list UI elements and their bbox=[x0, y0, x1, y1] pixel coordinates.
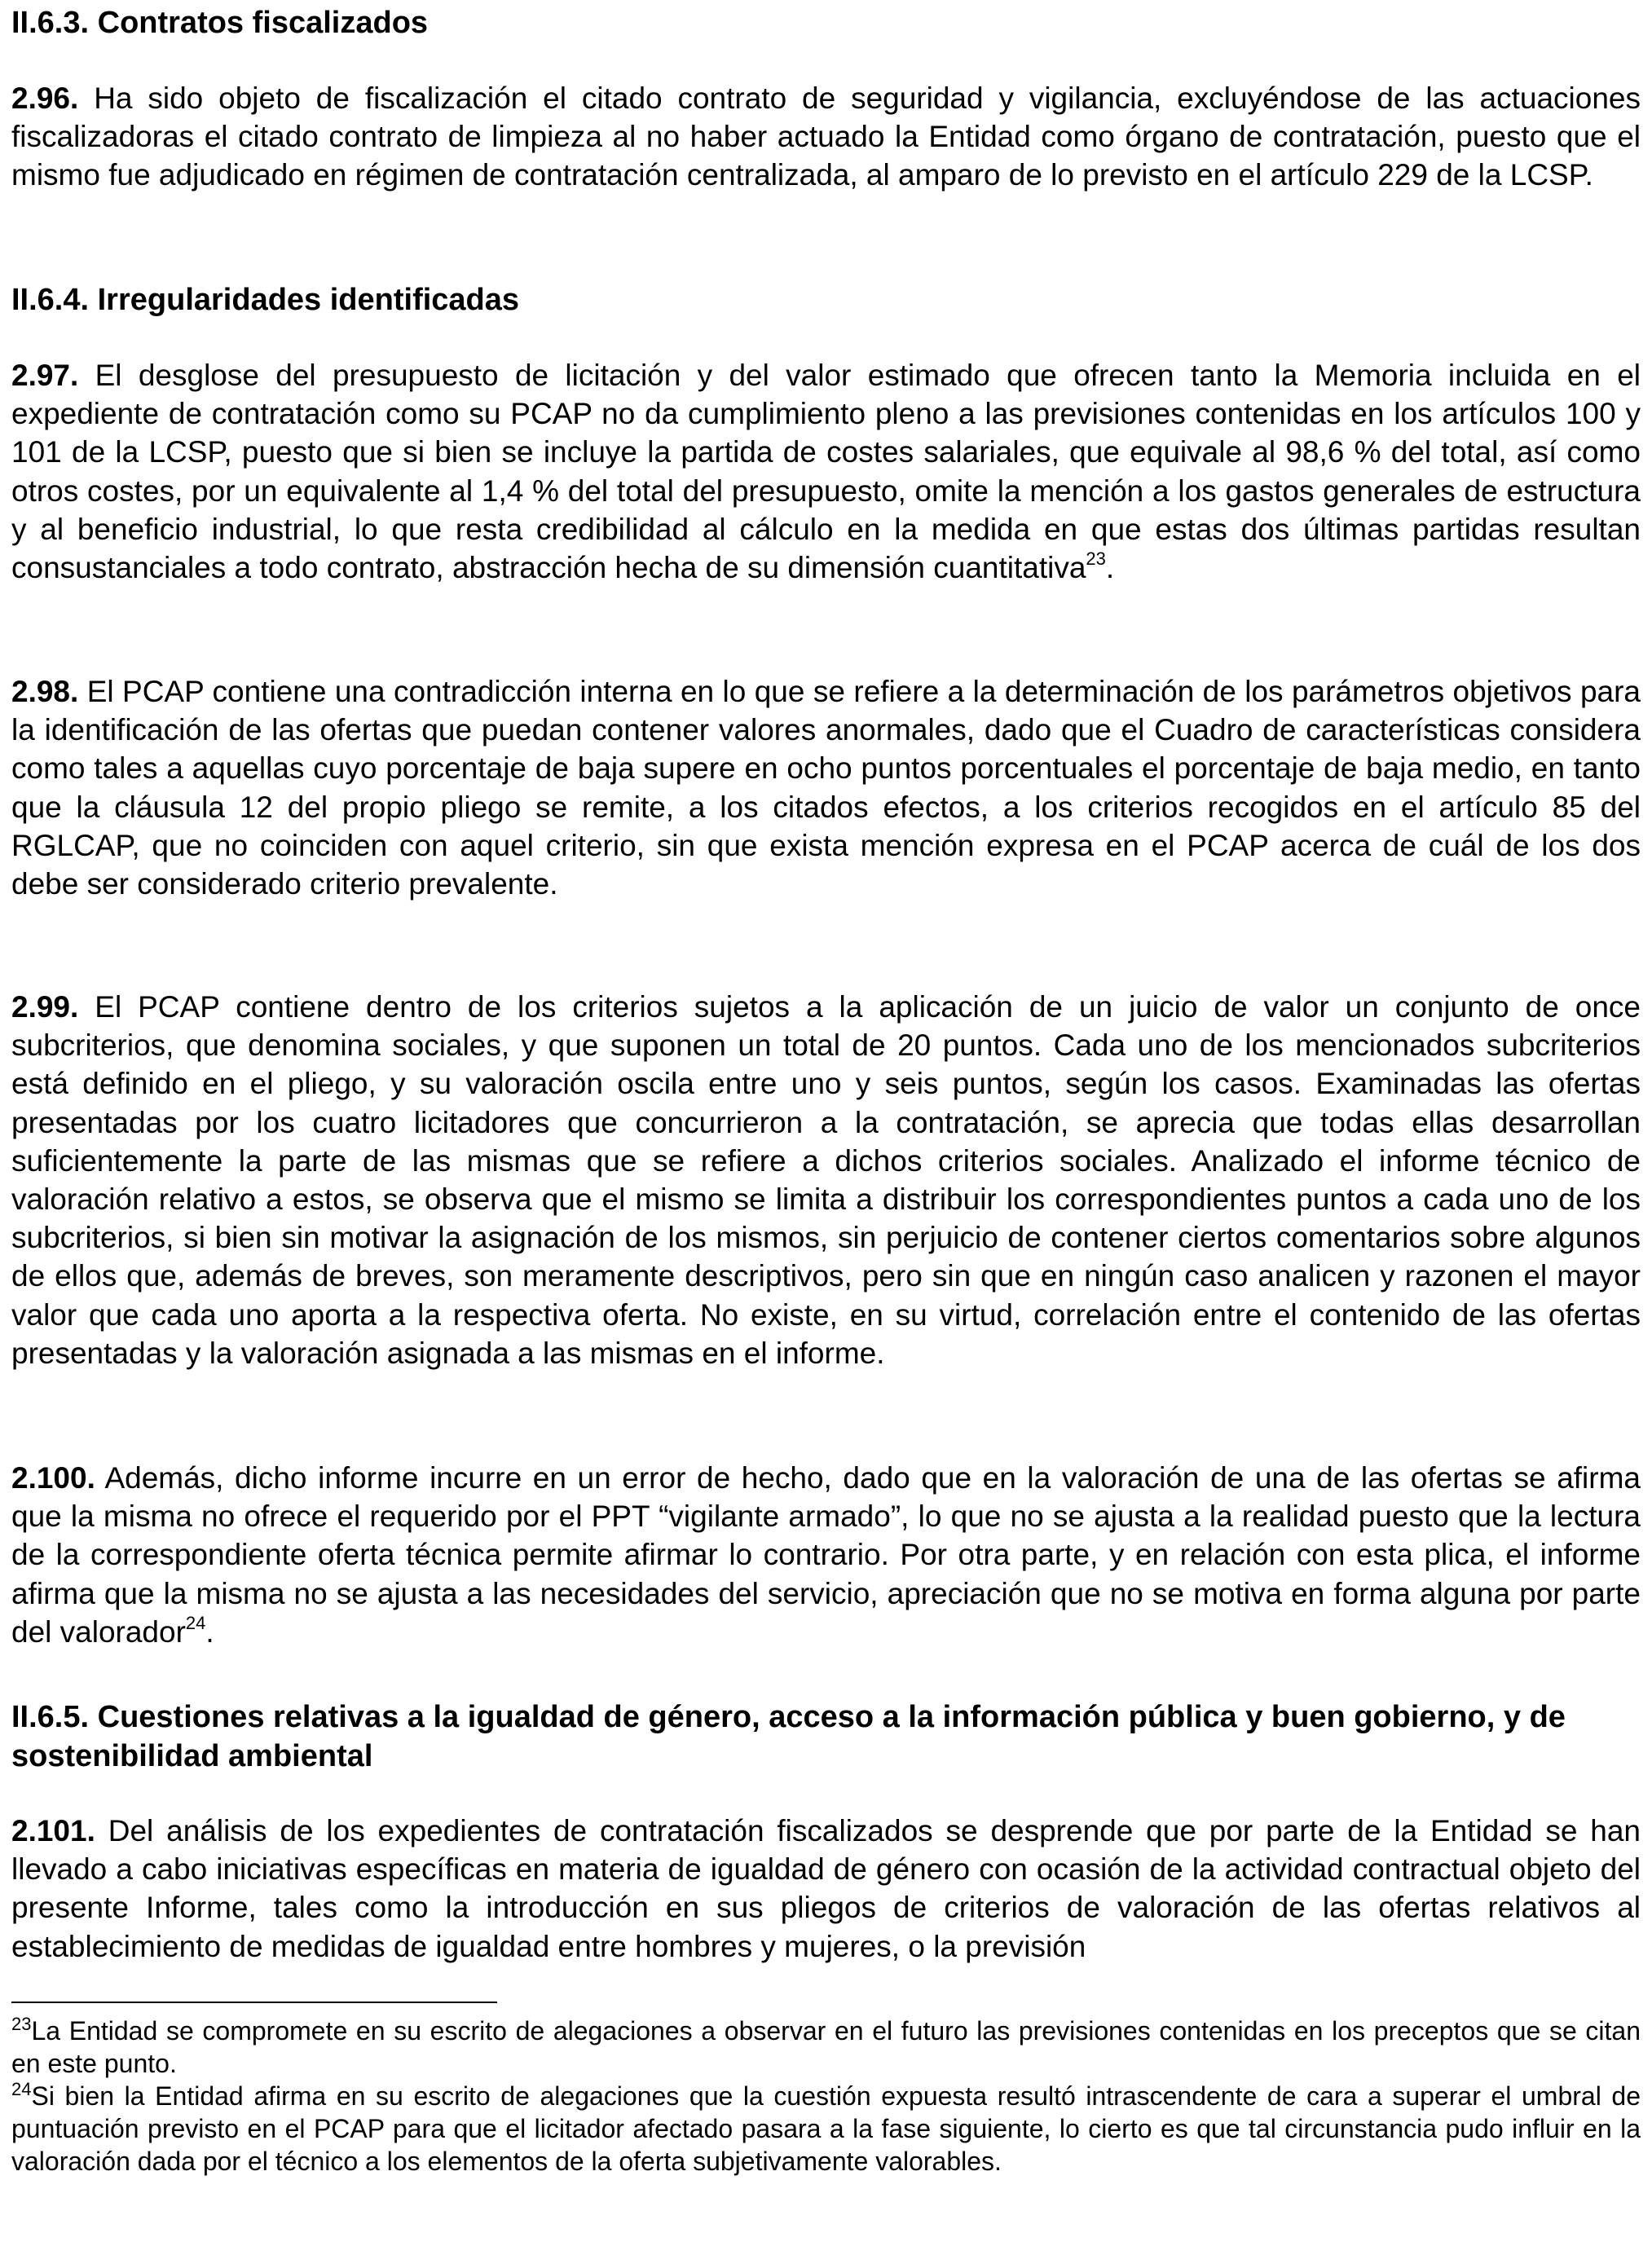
section-heading-664 bbox=[11, 281, 1641, 319]
paragraph-2-101 bbox=[11, 1812, 1641, 1966]
paragraph-2-99 bbox=[11, 988, 1641, 1372]
footnote-23 bbox=[11, 2015, 1641, 2080]
footnote-mark: 23 bbox=[11, 2014, 32, 2034]
paragraph-number: 2.97. bbox=[11, 359, 79, 392]
section-heading-665 bbox=[11, 1698, 1641, 1776]
paragraph-text: Del análisis de los expedientes de contratación fiscalizados se desprende que por parte de la Entidad se han llevado a cabo iniciativas específicas en materia de igualdad de género con ocasión de la actividad contractual objeto del presente Informe, tales como la introducción en sus pliegos de criterios de valoración de las ofertas relativos al establecimiento de medidas de igualdad entre hombres y mujeres, o la previsión bbox=[11, 1814, 1641, 1963]
paragraph-text: El PCAP contiene dentro de los criterios sujetos a la aplicación de un juicio de valor un conjunto de once subcriterios, que denomina sociales, y que suponen un total de 20 puntos. Cada uno de los mencionados subcriterios está definido en el pliego, y su valoración oscila entre uno y seis puntos, según los casos. Examinadas las ofertas presentadas por los cuatro licitadores que concurrieron a la contratación, se aprecia que todas ellas desarrollan suficientemente la parte de las mismas que se refiere a dichos criterios sociales. Analizado el informe técnico de valoración relativo a estos, se observa que el mismo se limita a distribuir los correspondientes puntos a cada uno de los subcriterios, si bien sin motivar la asignación de los mismos, sin perjuicio de contener ciertos comentarios sobre algunos de ellos que, además de breves, son meramente descriptivos, pero sin que en ningún caso analicen y razonen el mayor valor que cada uno aporta a la respectiva oferta. No existe, en su virtud, correlación entre el contenido de las ofertas presentadas y la valoración asignada a las mismas en el informe. bbox=[11, 990, 1641, 1370]
paragraph-number: 2.100. bbox=[11, 1461, 95, 1495]
footnote-reference-23[interactable]: 23 bbox=[1086, 548, 1106, 570]
section-title: Contratos fiscalizados bbox=[97, 6, 429, 40]
paragraph-2-100 bbox=[11, 1459, 1641, 1651]
footnote-24 bbox=[11, 2080, 1641, 2178]
paragraph-number: 2.101. bbox=[11, 1814, 95, 1847]
paragraph-text: Además, dicho informe incurre en un error de hecho, dado que en la valoración de una de las ofertas se afirma que la misma no ofrece el requerido por el PPT “vigilante armado”, lo que no se ajusta a la realidad puesto que la lectura de la correspondiente oferta técnica permite afirmar lo contrario. Por otra parte, y en relación con esta plica, el informe afirma que la misma no se ajusta a las necesidades del servicio, apreciación que no se motiva en forma alguna por parte del valorador bbox=[11, 1461, 1641, 1649]
section-title: Cuestiones relativas a la igualdad de género, acceso a la información pública y buen gobierno, y de sostenibilidad ambiental bbox=[11, 1700, 1566, 1773]
paragraph-2-97 bbox=[11, 356, 1641, 587]
paragraph-2-98 bbox=[11, 672, 1641, 903]
section-heading-663 bbox=[11, 4, 1641, 42]
footnote-separator bbox=[11, 2002, 497, 2003]
section-number: II.6.5. bbox=[11, 1700, 90, 1734]
paragraph-number: 2.96. bbox=[11, 81, 79, 115]
paragraph-number: 2.98. bbox=[11, 675, 79, 708]
paragraph-end: . bbox=[205, 1614, 214, 1649]
footnote-text: La Entidad se compromete en su escrito de alegaciones a observar en el futuro las previsiones contenidas en los preceptos que se citan en este punto. bbox=[11, 2016, 1641, 2078]
footnote-reference-24[interactable]: 24 bbox=[185, 1612, 206, 1633]
section-title: Irregularidades identificadas bbox=[97, 283, 520, 317]
footnotes bbox=[11, 2015, 1641, 2178]
paragraph-end: . bbox=[1105, 551, 1115, 585]
paragraph-text: El desglose del presupuesto de licitación y del valor estimado que ofrecen tanto la Memoria incluida en el expediente de contratación como su PCAP no da cumplimiento pleno a las previsiones contenidas en los artículos 100 y 101 de la LCSP, puesto que si bien se incluye la partida de costes salariales, que equivale al 98,6 % del total, así como otros costes, por un equivalente al 1,4 % del total del presupuesto, omite la mención a los gastos generales de estructura y al beneficio industrial, lo que resta credibilidad al cálculo en la medida en que estas dos últimas partidas resultan consustanciales a todo contrato, abstracción hecha de su dimensión cuantitativa bbox=[11, 359, 1641, 585]
footnote-mark: 24 bbox=[11, 2079, 32, 2099]
section-number: II.6.3. bbox=[11, 6, 90, 40]
paragraph-2-96 bbox=[11, 79, 1641, 195]
paragraph-text: El PCAP contiene una contradicción interna en lo que se refiere a la determinación de los parámetros objetivos para la identificación de las ofertas que puedan contener valores anormales, dado que el Cuadro de características considera como tales a aquellas cuyo porcentaje de baja supere en ocho puntos porcentuales el porcentaje de baja medio, en tanto que la cláusula 12 del propio pliego se remite, a los citados efectos, a los criterios recogidos en el artículo 85 del RGLCAP, que no coinciden con aquel criterio, sin que exista mención expresa en el PCAP acerca de cuál de los dos debe ser considerado criterio prevalente. bbox=[11, 675, 1641, 901]
paragraph-number: 2.99. bbox=[11, 990, 79, 1024]
footnote-text: Si bien la Entidad afirma en su escrito de alegaciones que la cuestión expuesta resultó intrascendente de cara a superar el umbral de puntuación previsto en el PCAP para que el licitador afectado pasara a la fase siguiente, lo cierto es que tal circunstancia pudo influir en la valoración dada por el técnico a los elementos de la oferta subjetivamente valorables. bbox=[11, 2081, 1641, 2176]
section-number: II.6.4. bbox=[11, 283, 90, 317]
paragraph-text: Ha sido objeto de fiscalización el citado contrato de seguridad y vigilancia, excluyéndose de las actuaciones fiscalizadoras el citado contrato de limpieza al no haber actuado la Entidad como órgano de contratación, puesto que el mismo fue adjudicado en régimen de contratación centralizada, al amparo de lo previsto en el artículo 229 de la LCSP. bbox=[11, 81, 1641, 192]
